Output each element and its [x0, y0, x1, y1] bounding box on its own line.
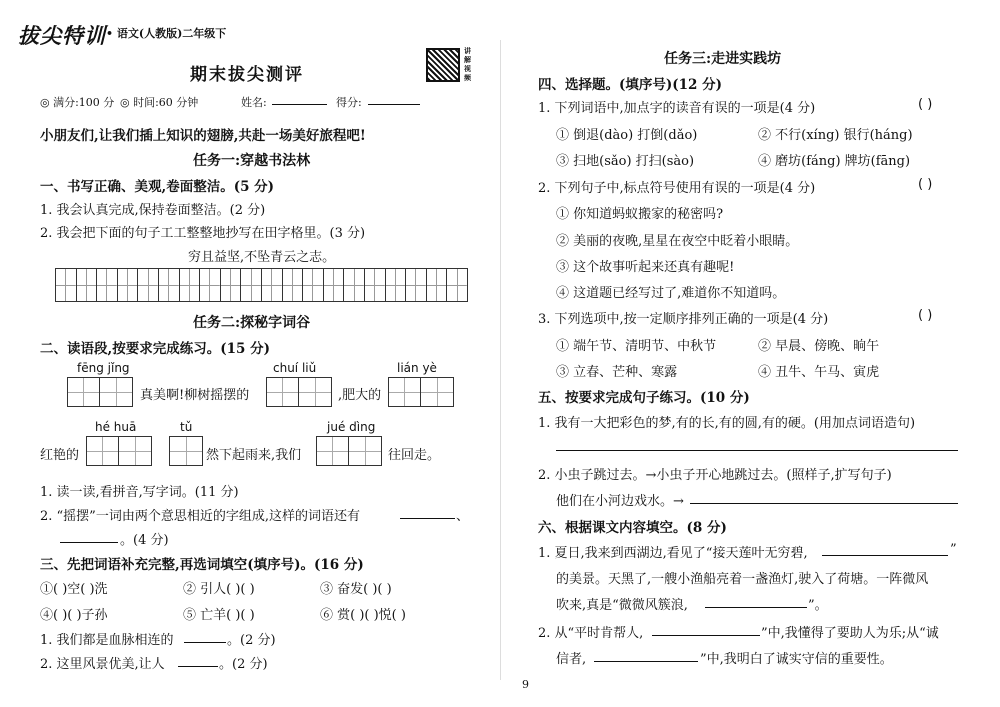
q2-answer[interactable]: ( ): [918, 177, 933, 192]
s2-q1: 1. 读一读,看拼音,写字词。(11 分): [40, 485, 239, 500]
answer-blank[interactable]: [705, 607, 807, 608]
q1-option-3: ③ 扫地(sǎo) 打扫(sào): [556, 154, 695, 169]
pinyin-3: lián yè: [397, 361, 437, 375]
name-label: 姓名:: [241, 96, 267, 109]
s6-q1-c: 的美景。天黑了,一艘小渔船亮着一盏渔灯,驶入了荷塘。一阵微风: [556, 572, 929, 587]
s1-title: 一、书写正确、美观,卷面整洁。(5 分): [40, 179, 275, 195]
s3-q2-b: 。(2 分): [219, 657, 268, 672]
s2-q2-a: 2. “摇摆”一词由两个意思相近的字组成,这样的词语还有: [40, 509, 360, 524]
s2-q2-c: 。(4 分): [120, 533, 169, 548]
s6-q1-a: 1. 夏日,我来到西湖边,看见了“接天莲叶无穷碧,: [538, 546, 808, 561]
q3-text: 3. 下列选项中,按一定顺序排列正确的一项是(4 分): [538, 312, 829, 327]
q3-option-1: ① 端午节、清明节、中秋节: [556, 339, 717, 354]
qr-code-icon[interactable]: [426, 48, 460, 82]
points-label: 得分:: [336, 96, 362, 109]
brand-logo: 拔尖特训: [18, 24, 106, 48]
q3-answer[interactable]: ( ): [918, 308, 933, 323]
s2-q2-b: 、: [456, 509, 470, 524]
page-number: 9: [522, 678, 529, 691]
s3-item-4: ④( )( )子孙: [40, 608, 108, 623]
q2-option-4: ④ 这道题已经写过了,难道你不知道吗。: [556, 286, 786, 301]
pinyin-6: jué dìng: [327, 420, 376, 434]
time-info: ◎ 时间:60 分钟: [120, 96, 199, 109]
pinyin-1: fēng jǐng: [77, 361, 130, 375]
s4-title: 四、选择题。(填序号)(12 分): [538, 77, 723, 93]
write-box-2[interactable]: [266, 377, 332, 407]
page-title: 期末拔尖测评: [190, 65, 304, 85]
write-box-1[interactable]: [67, 377, 133, 407]
s1-q1: 1. 我会认真完成,保持卷面整洁。(2 分): [40, 203, 266, 218]
q2-option-3: ③ 这个故事听起来还真有趣呢!: [556, 260, 735, 275]
s1-sentence: 穷且益坚,不坠青云之志。: [188, 250, 336, 265]
q1-option-2: ② 不行(xíng) 银行(háng): [758, 128, 913, 143]
p2-text-a: 红艳的: [40, 448, 80, 463]
q1-option-4: ④ 磨坊(fáng) 牌坊(fāng): [758, 154, 911, 169]
q1-answer[interactable]: ( ): [918, 97, 933, 112]
answer-blank[interactable]: [184, 642, 226, 643]
write-box-5[interactable]: [169, 436, 203, 466]
s3-title: 三、先把词语补充完整,再选词填空(填序号)。(16 分): [40, 557, 364, 573]
answer-blank[interactable]: [652, 635, 760, 636]
s3-q2-a: 2. 这里风景优美,让人: [40, 657, 165, 672]
s6-q1-b: ”: [950, 542, 957, 557]
q1-option-1: ① 倒退(dào) 打倒(dǎo): [556, 128, 698, 143]
page-divider: [500, 40, 501, 680]
s3-q1-b: 。(2 分): [227, 633, 276, 648]
p2-text-b: 然下起雨来,我们: [206, 448, 302, 463]
s3-item-6: ⑥ 赏( )( )悦( ): [320, 608, 406, 623]
points-field[interactable]: [368, 104, 420, 105]
answer-blank[interactable]: [178, 666, 218, 667]
task1-title: 任务一:穿越书法林: [193, 153, 311, 169]
pinyin-4: hé huā: [95, 420, 137, 434]
p1-text-b: ,肥大的: [338, 388, 382, 403]
s1-q2: 2. 我会把下面的句子工工整整地抄写在田字格里。(3 分): [40, 226, 366, 241]
pinyin-5: tǔ: [180, 420, 193, 434]
task2-title: 任务二:探秘字词谷: [193, 315, 311, 331]
s3-item-5: ⑤ 亡羊( )( ): [183, 608, 255, 623]
answer-blank[interactable]: [822, 555, 948, 556]
s3-q1-a: 1. 我们都是血脉相连的: [40, 633, 174, 648]
edition-label: • 语文(人教版)二年级下: [106, 27, 227, 40]
q2-option-1: ① 你知道蚂蚁搬家的秘密吗?: [556, 207, 724, 222]
p1-text-a: 真美啊!柳树摇摆的: [140, 388, 250, 403]
s3-item-2: ② 引人( )( ): [183, 582, 255, 597]
s6-q2-d: ”中,我明白了诚实守信的重要性。: [700, 652, 893, 667]
q2-text: 2. 下列句子中,标点符号使用有误的一项是(4 分): [538, 181, 816, 196]
answer-blank[interactable]: [60, 542, 118, 543]
q3-option-2: ② 早晨、傍晚、晌午: [758, 339, 880, 354]
answer-blank[interactable]: [594, 661, 698, 662]
s5-q1: 1. 我有一大把彩色的梦,有的长,有的圆,有的硬。(用加点词语造句): [538, 416, 916, 431]
write-box-3[interactable]: [388, 377, 454, 407]
s6-q1-d: 吹来,真是“微微风簇浪,: [556, 598, 688, 613]
write-box-6[interactable]: [316, 436, 382, 466]
p2-text-c: 往回走。: [388, 448, 441, 463]
q3-option-3: ③ 立春、芒种、寒露: [556, 365, 678, 380]
write-box-4[interactable]: [86, 436, 152, 466]
qr-label: 讲解视频: [464, 46, 471, 82]
s2-title: 二、读语段,按要求完成练习。(15 分): [40, 341, 270, 357]
s6-q2-b: ”中,我懂得了要助人为乐;从“诚: [761, 626, 939, 641]
s6-q1-e: ”。: [808, 598, 828, 613]
s5-q2: 2. 小虫子跳过去。→小虫子开心地跳过去。(照样子,扩写句子): [538, 468, 892, 483]
s6-title: 六、根据课文内容填空。(8 分): [538, 520, 727, 536]
pinyin-2: chuí liǔ: [273, 361, 317, 375]
answer-line[interactable]: [556, 450, 958, 451]
q3-option-4: ④ 丑牛、午马、寅虎: [758, 365, 880, 380]
answer-line[interactable]: [690, 503, 958, 504]
q2-option-2: ② 美丽的夜晚,星星在夜空中眨着小眼睛。: [556, 234, 799, 249]
s5-q2-b: 他们在小河边戏水。→: [556, 494, 684, 509]
s3-item-3: ③ 奋发( )( ): [320, 582, 392, 597]
s3-item-1: ①( )空( )洗: [40, 582, 108, 597]
task3-title: 任务三:走进实践坊: [664, 51, 782, 67]
score-info: ◎ 满分:100 分: [40, 96, 115, 109]
s6-q2-c: 信者,: [556, 652, 587, 667]
name-field[interactable]: [272, 104, 327, 105]
tianzige-grid[interactable]: [55, 268, 468, 302]
s6-q2-a: 2. 从“平时肯帮人,: [538, 626, 644, 641]
s5-title: 五、按要求完成句子练习。(10 分): [538, 390, 750, 406]
q1-text: 1. 下列词语中,加点字的读音有误的一项是(4 分): [538, 101, 816, 116]
intro-text: 小朋友们,让我们插上知识的翅膀,共赴一场美好旅程吧!: [40, 128, 366, 144]
answer-blank[interactable]: [400, 518, 455, 519]
